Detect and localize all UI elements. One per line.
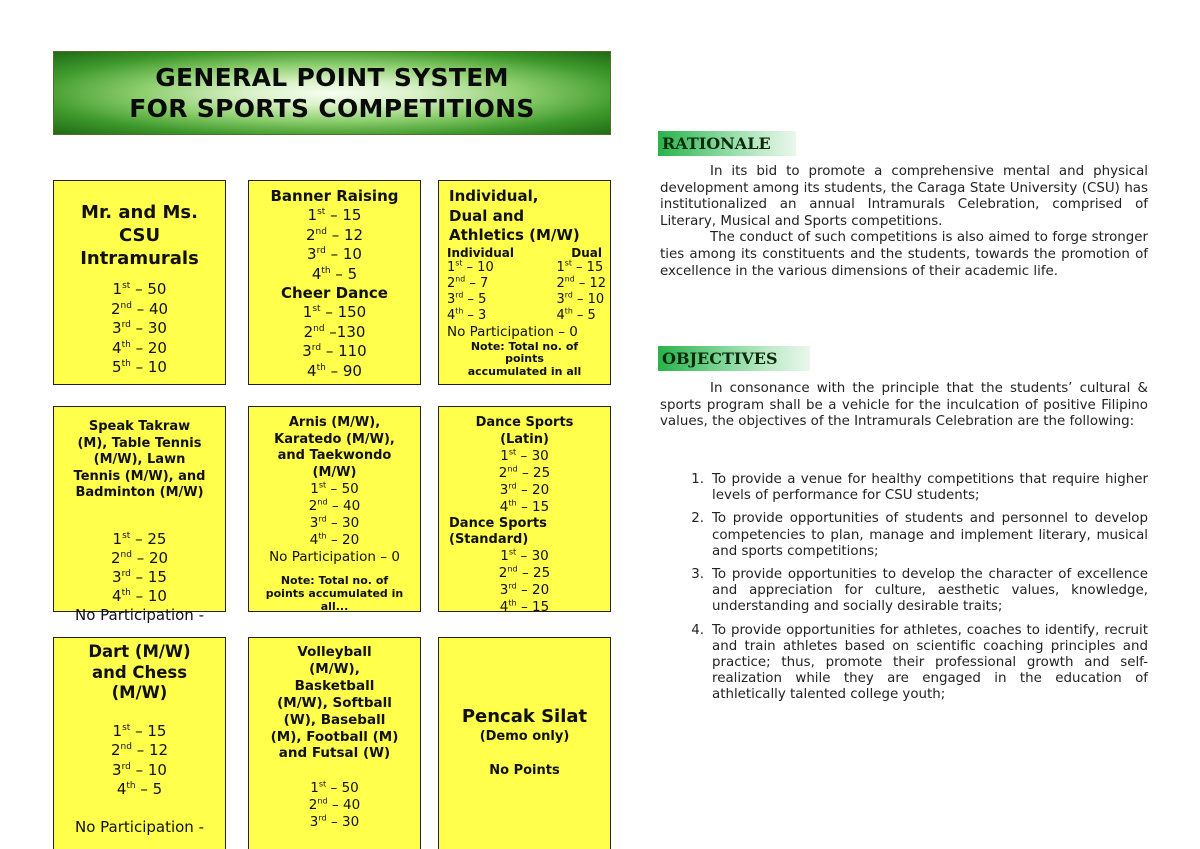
box-title-line: Dual and — [449, 206, 525, 225]
box-individual-dual — [438, 180, 611, 385]
place-row: 3rd – 10 — [112, 760, 167, 779]
place-row: 1st – 30 — [500, 546, 549, 564]
box-title-line: (M/W), — [309, 660, 360, 677]
place-row: 2nd – 12 — [305, 225, 364, 244]
box-title-line: Tennis (M/W), and — [73, 468, 206, 484]
box-dance-sports — [438, 406, 611, 615]
place-row: 2nd – 12 — [110, 741, 169, 759]
place-row: 2nd – 20 — [110, 548, 169, 567]
place-row: 3rd – 30 — [309, 812, 360, 831]
place-row: 4th – 5 — [311, 264, 358, 283]
box-mr-ms-csu — [53, 180, 226, 385]
box-title-line: Intramurals — [80, 248, 199, 269]
place-row: 3rd – 10 — [307, 245, 362, 263]
box-title-line: CSU — [118, 225, 161, 246]
place-row: 1st – 50 — [112, 280, 167, 298]
rationale-paragraph: In its bid to promote a comprehensive mental and physical development among its students, the Caraga State University (CSU) has institutionalized an annual Intramurals Celebration, comprised of Literary, Musical and Sports competitions. — [660, 164, 1148, 229]
rationale-body — [660, 164, 1148, 280]
individual-points-column: 1st – 10 2nd – 7 3rd – 5 4th – 3 — [447, 258, 494, 323]
column-label-dual: Dual — [571, 245, 602, 260]
column-label-individual: Individual — [447, 245, 514, 260]
objectives-heading: OBJECTIVES — [658, 346, 810, 371]
box-title-line: Individual, — [449, 187, 539, 205]
points-label: No Points — [489, 763, 560, 778]
no-participation: No Participation - — [75, 817, 204, 836]
no-participation: No Participation – 0 — [269, 549, 400, 565]
place-row: 1st – 15 — [112, 721, 167, 740]
box-banner-cheer — [248, 180, 421, 385]
place-row: 4th – 15 — [499, 597, 550, 615]
box-title-line: Dart (M/W) — [88, 642, 191, 661]
place-row: 1st – 15 — [307, 206, 362, 224]
place-row: 4th – 5 — [116, 780, 163, 798]
place-row: 3rd – 20 — [499, 480, 550, 498]
box-title-line: (W), Baseball — [283, 711, 386, 728]
box-speak-takraw — [53, 406, 226, 624]
box-subtitle: (Demo only) — [479, 729, 570, 744]
place-row: 2nd – 25 — [498, 463, 551, 481]
box-title-line: Athletics (M/W) — [449, 226, 580, 244]
note-line: points — [505, 352, 544, 365]
no-participation: No Participation – 0 — [447, 323, 578, 340]
place-row: 3rd – 15 — [112, 567, 167, 586]
note-line: accumulated in all — [467, 364, 582, 378]
box-title: Cheer Dance — [281, 284, 388, 302]
box-title-line: Karatedo (M/W), — [274, 431, 395, 447]
box-title-line: and Chess — [91, 662, 188, 682]
box-title-line: Volleyball — [297, 644, 372, 660]
box-title-line: (M/W), Softball — [277, 694, 392, 711]
box-title-line: Mr. and Ms. — [81, 202, 198, 223]
note-line: Note: Total no. of — [280, 574, 389, 587]
box-title-line: (M/W), Lawn — [93, 452, 186, 467]
dual-points-column: 1st – 15 2nd – 12 3rd – 10 4th – 5 — [556, 258, 606, 323]
rationale-paragraph: The conduct of such competitions is also aimed to forge stronger ties among its constituents and the students, towards the promotion of excellence in the various dimensions of their academic life. — [660, 230, 1148, 279]
place-row: 1st – 150 — [302, 303, 367, 321]
place-row: 4th – 10 — [112, 586, 167, 605]
place-row: 1st – 25 — [112, 529, 167, 548]
place-row: 1st – 50 — [310, 778, 359, 797]
box-title-line: (Latin) — [500, 431, 549, 447]
box-title-line: Basketball — [294, 677, 375, 694]
note-line: all... — [320, 600, 349, 613]
place-row: 3rd – 20 — [499, 580, 550, 598]
place-row: 1st – 50 — [310, 479, 359, 497]
place-row: 2nd –130 — [303, 322, 366, 341]
box-title-line: Dance Sports — [475, 415, 574, 430]
list-item: 2. To provide opportunities of students and personnel to develop competencies to plan, manage and implement literary, musical and sports competitions; — [691, 511, 1148, 559]
place-row: 3rd – 30 — [112, 319, 167, 337]
box-arnis — [248, 406, 421, 612]
box-title: Banner Raising — [270, 187, 399, 205]
place-row: 2nd – 40 — [308, 795, 361, 814]
box-volleyball — [248, 637, 421, 849]
box-title-line: (M/W) — [312, 464, 357, 480]
box-pencak-silat — [438, 637, 611, 849]
box-title-line: (M), Football (M) — [270, 728, 399, 745]
box-dart-chess — [53, 637, 226, 849]
place-row: 5th – 10 — [112, 358, 167, 376]
place-row: 2nd – 40 — [308, 496, 361, 514]
place-row: 2nd – 40 — [110, 299, 169, 318]
title-banner — [53, 51, 611, 135]
no-participation: No Participation - — [75, 605, 204, 624]
list-item: 4. To provide opportunities for athletes, coaches to identify, recruit and train athletes based on scientific coaching principles and practice; thus, promote their professional growth and self-realization while they are engaged in the education of athletically talented college youth; — [691, 622, 1148, 703]
box-title-line: (M), Table Tennis — [77, 435, 202, 451]
objectives-intro: In consonance with the principle that the students’ cultural & sports program shall be a vehicle for the inculcation of positive Filipino values, the objectives of the Intramurals Celebration are the following: — [660, 381, 1148, 430]
box-title-line: Dance Sports — [449, 516, 547, 531]
box-title-line: Speak Takraw — [88, 419, 191, 434]
place-row: 4th – 90 — [307, 361, 362, 380]
place-row: 1st – 30 — [500, 446, 549, 464]
place-row: 4th – 20 — [112, 338, 167, 357]
objectives-list — [660, 472, 1148, 711]
note-line: points accumulated in — [265, 587, 404, 600]
place-row: 4th – 15 — [499, 497, 550, 515]
box-title: Pencak Silat — [461, 706, 588, 727]
banner-title-line1: GENERAL POINT SYSTEM — [155, 63, 509, 92]
rationale-heading: RATIONALE — [658, 131, 796, 156]
box-title-line: and Taekwondo — [277, 448, 392, 463]
list-item: 3. To provide opportunities to develop the character of excellence and appreciation for culture, aesthetic values, knowledge, understanding and socially desirable traits; — [691, 567, 1148, 615]
place-row: 4th – 20 — [309, 530, 360, 548]
place-row: 2nd – 25 — [498, 563, 551, 581]
box-title-line: (Standard) — [449, 532, 529, 547]
box-title-line: and Futsal (W) — [278, 745, 391, 762]
list-item: 1. To provide a venue for healthy competitions that require higher levels of performance for CSU students; — [691, 472, 1148, 504]
box-title-line: (M/W) — [111, 683, 168, 702]
place-row: 3rd – 30 — [309, 513, 360, 531]
box-title-line: Arnis (M/W), — [288, 415, 381, 430]
banner-title-line2: FOR SPORTS COMPETITIONS — [129, 94, 535, 123]
place-row: 3rd – 110 — [302, 342, 367, 360]
box-title-line: Badminton (M/W) — [75, 485, 204, 500]
note-line: Note: Total no. of — [470, 339, 579, 353]
